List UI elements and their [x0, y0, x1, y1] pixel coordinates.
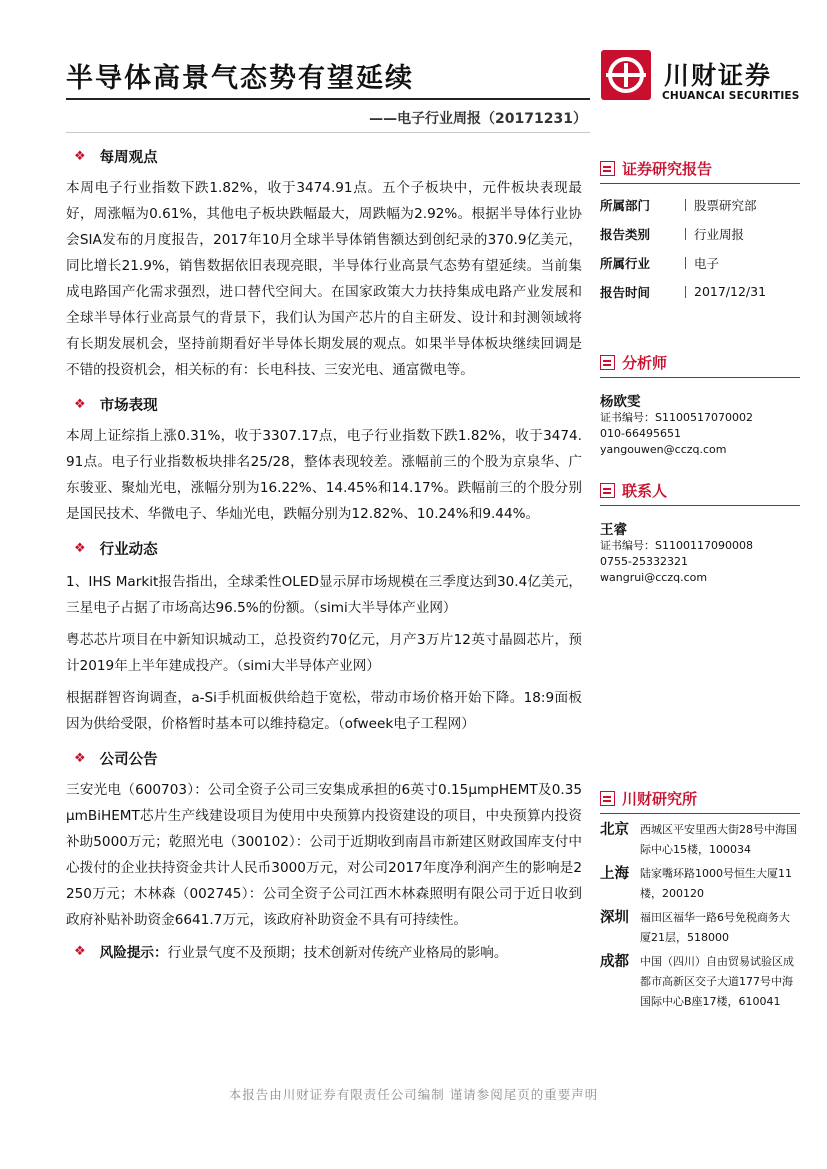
analyst-cert: 证书编号：S1100517070002	[600, 411, 753, 424]
diamond-bullet-icon: ❖	[74, 148, 86, 164]
title-rule	[66, 98, 590, 100]
section-industry-heading: ❖ 行业动态	[74, 540, 158, 558]
meta-row: 报告类别 行业周报	[600, 226, 745, 242]
office-shenzhen: 深圳 福田区福华一路6号免税商务大厦21层，518000	[600, 910, 790, 944]
analyst-name: 杨欧雯	[600, 394, 641, 410]
company-paragraph: 三安光电（600703）：公司全资子公司三安集成承担的6英寸0.15µmpHEMT及0.35µmBiHEMT芯片生产线建设项目为使用中央预算内投资建设的项目，中央预算内投资补助5000万元；乾照光电（300102）：公司于近期收到南昌市新建区财政国库支付中心拨付的企业扶持资金共计人民币3000万元，对公司2017年度净利润产生的影响是2250万元；木林森（002745）：公司全资子公司江西木林森照明有限公司于近日收到政府补贴补助资金6641.7万元，该政府补助资金不具有可持续性。	[66, 782, 582, 928]
diamond-bullet-icon: ❖	[74, 540, 86, 556]
report-subtitle: ——电子行业周报（20171231）	[369, 111, 587, 127]
sidebar-analyst-heading: 分析师	[600, 352, 800, 373]
diamond-bullet-icon: ❖	[74, 750, 86, 766]
brand-name-cn: 川财证券	[664, 61, 773, 90]
analyst-email[interactable]: yangouwen@cczq.com	[600, 443, 727, 456]
report-icon	[600, 161, 615, 176]
diamond-bullet-icon: ❖	[74, 396, 86, 412]
sidebar-rule	[600, 377, 800, 378]
subtitle-rule	[66, 132, 590, 133]
analyst-icon	[600, 355, 615, 370]
brand-name-en: CHUANCAI SECURITIES	[662, 90, 800, 102]
sidebar-report-heading: 证券研究报告	[600, 158, 800, 179]
main-column	[66, 145, 582, 961]
contact-email[interactable]: wangrui@cczq.com	[600, 571, 708, 584]
weekly-paragraph: 本周电子行业指数下跌1.82%，收于3474.91点。五个子板块中，元件板块表现最好，周涨幅为0.61%，其他电子板块跌幅最大，周跌幅为2.92%。根据半导体行业协会SIA发布的月度报告，2017年10月全球半导体销售额达到创纪录的370.9亿美元，同比增长21.9%，销售数据依旧表现亮眼，半导体行业高景气态势有望延续。当前集成电路国产化需求强烈，进口替代空间大。在国家政策大力扶持集成电路产业发展和全球半导体行业高景气的背景下，我们认为国产芯片的自主研发、设计和封测领域将有长期发展机会，坚持前期看好半导体长期发展的观点。如果半导体板块继续回调是不错的投资机会，相关标的有：长电科技、三安光电、通富微电等。	[66, 180, 582, 378]
office-beijing: 北京 西城区平安里西大街28号中海国际中心15楼，100034	[600, 822, 797, 856]
report-title: 半导体高景气态势有望延续	[66, 63, 414, 94]
risk-text: 行业景气度不及预期；技术创新对传统产业格局的影响。	[167, 945, 508, 961]
section-market-heading: ❖ 市场表现	[74, 396, 158, 414]
analyst-phone: 010-66495651	[600, 427, 681, 440]
footer-disclaimer: 本报告由川财证券有限责任公司编制 谨请参阅尾页的重要声明	[228, 1087, 599, 1102]
industry-item: 1、IHS Markit报告指出，全球柔性OLED显示屏市场规模在三季度达到30.4亿美元，三星电子占据了市场高达96.5%的份额。（simi大半导体产业网）	[66, 574, 582, 616]
diamond-bullet-icon: ❖	[74, 943, 86, 959]
sidebar-institute-heading: 川财研究所	[600, 788, 800, 809]
office-chengdu: 成都 中国（四川）自由贸易试验区成都市高新区交子大道177号中海国际中心B座17楼，610041	[600, 954, 794, 1008]
sidebar-rule	[600, 505, 800, 506]
industry-item: 粤芯芯片项目在中新知识城动工，总投资约70亿元，月产3万片12英寸晶圆芯片，预计2019年上半年建成投产。（simi大半导体产业网）	[66, 632, 582, 674]
industry-item: 根据群智咨询调查，a-Si手机面板供给趋于宽松，带动市场价格开始下降。18:9面板因为供给受限，价格暂时基本可以维持稳定。（ofweek电子工程网）	[66, 690, 582, 732]
risk-warning	[74, 941, 582, 961]
risk-label: 风险提示：	[99, 945, 168, 961]
contact-phone: 0755-25332321	[600, 555, 688, 568]
sidebar-contact-heading: 联系人	[600, 480, 800, 501]
section-weekly-heading: ❖ 每周观点	[74, 148, 158, 166]
institute-icon	[600, 791, 615, 806]
sidebar	[600, 158, 800, 1016]
meta-row: 所属行业 电子	[600, 255, 720, 271]
contact-icon	[600, 483, 615, 498]
contact-cert: 证书编号：S1100117090008	[600, 539, 753, 552]
meta-row: 所属部门 股票研究部	[600, 197, 757, 213]
market-paragraph: 本周上证综指上涨0.31%，收于3307.17点，电子行业指数下跌1.82%，收于3474.91点。电子行业指数板块排名25/28，整体表现较差。涨幅前三的个股为京泉华、广东骏亚、聚灿光电，涨幅分别为16.22%、14.45%和14.17%。跌幅前三的个股分别是国民技术、华微电子、华灿光电，跌幅分别为12.82%、10.24%和9.44%。	[66, 428, 582, 522]
contact-name: 王睿	[600, 522, 627, 538]
office-shanghai: 上海 陆家嘴环路1000号恒生大厦11楼，200120	[600, 866, 792, 900]
meta-row: 报告时间 2017/12/31	[600, 284, 767, 300]
brand-logo-icon	[601, 50, 651, 100]
section-company-heading: ❖ 公司公告	[74, 750, 158, 768]
